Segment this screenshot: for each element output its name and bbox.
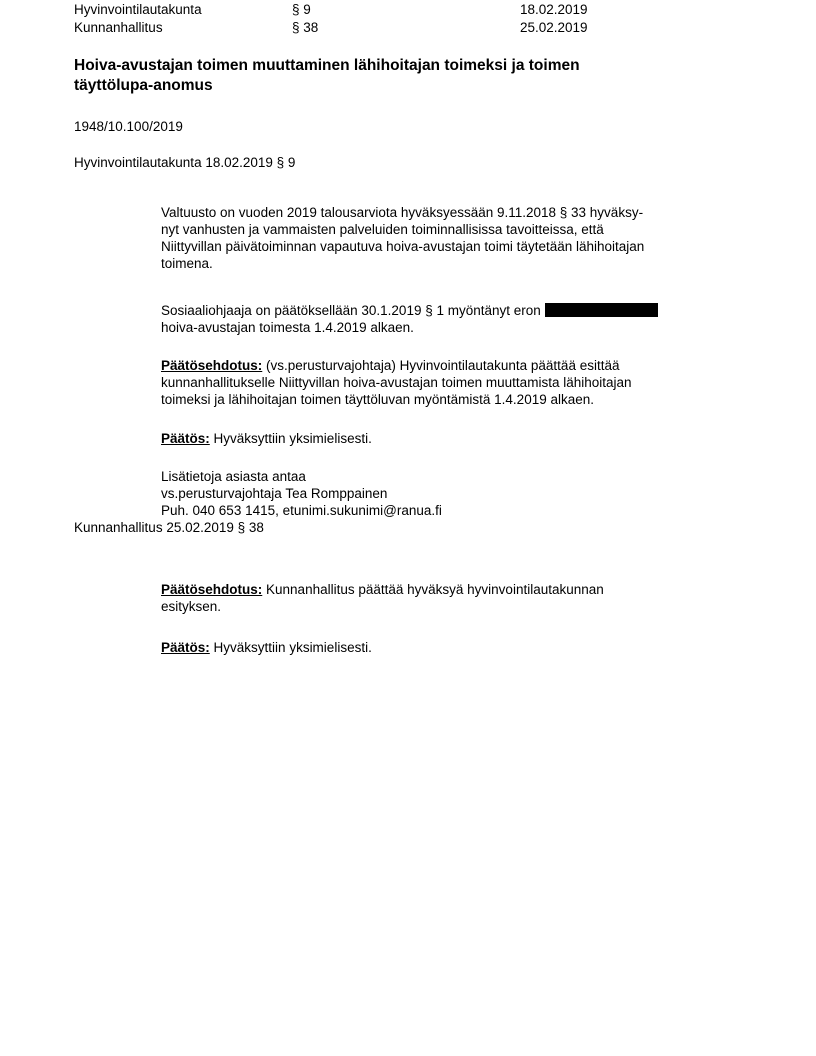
contact-line: vs.perusturvajohtaja Tea Romppainen — [161, 486, 388, 501]
document-title-line: Hoiva-avustajan toimen muuttaminen lähihoitajan toimeksi ja toimen — [74, 57, 580, 74]
proposal-text: esityksen. — [161, 599, 222, 614]
paragraph-line: toimena. — [161, 256, 213, 271]
header-section-number: § 38 — [292, 20, 319, 35]
section1-proposal — [161, 357, 632, 408]
header-date: 25.02.2019 — [520, 20, 588, 35]
decision-label: Päätös: — [161, 640, 210, 655]
contact-line: Lisätietoja asiasta antaa — [161, 469, 306, 484]
proposal-text: kunnanhallitukselle Niittyvillan hoiva-avustajan toimen muuttamista lähihoitajan — [161, 375, 632, 390]
header-body-name: Kunnanhallitus — [74, 20, 163, 35]
section1-paragraph2 — [161, 302, 658, 336]
paragraph-line: hoiva-avustajan toimesta 1.4.2019 alkaen. — [161, 320, 414, 335]
section2-decision — [161, 639, 372, 656]
redaction-bar — [545, 303, 658, 317]
header-table — [74, 1, 588, 37]
decision-text: Hyväksyttiin yksimielisesti. — [213, 640, 372, 655]
decision-text: Hyväksyttiin yksimielisesti. — [213, 431, 372, 446]
decision-label: Päätös: — [161, 431, 210, 446]
paragraph-line: Sosiaaliohjaaja on päätöksellään 30.1.2019 § 1 myöntänyt eron — [161, 303, 541, 318]
contact-info — [161, 468, 442, 519]
document-title-line: täyttölupa-anomus — [74, 77, 213, 94]
paragraph-line: Valtuusto on vuoden 2019 talousarviota hyväksyessään 9.11.2018 § 33 hyväksy- — [161, 205, 644, 220]
proposal-label: Päätösehdotus: — [161, 358, 263, 373]
proposal-text: (vs.perusturvajohtaja) Hyvinvointilautakunta päättää esittää — [266, 358, 620, 373]
proposal-text: Kunnanhallitus päättää hyväksyä hyvinvointilautakunnan — [266, 582, 604, 597]
document-title — [74, 56, 754, 96]
header-body-name: Hyvinvointilautakunta — [74, 2, 202, 17]
section1-heading: Hyvinvointilautakunta 18.02.2019 § 9 — [74, 155, 296, 170]
section1-paragraph1 — [161, 204, 644, 272]
paragraph-line: nyt vanhusten ja vammaisten palveluiden toiminnallisissa tavoitteissa, että — [161, 222, 604, 237]
proposal-text: toimeksi ja lähihoitajan toimen täyttöluvan myöntämistä 1.4.2019 alkaen. — [161, 392, 594, 407]
header-date: 18.02.2019 — [520, 2, 588, 17]
case-number: 1948/10.100/2019 — [74, 119, 183, 134]
section2-heading: Kunnanhallitus 25.02.2019 § 38 — [74, 520, 264, 535]
paragraph-line: Niittyvillan päivätoiminnan vapautuva hoiva-avustajan toimi täytetään lähihoitajan — [161, 239, 645, 254]
proposal-label: Päätösehdotus: — [161, 582, 263, 597]
contact-line: Puh. 040 653 1415, etunimi.sukunimi@ranua.fi — [161, 503, 442, 518]
header-section-number: § 9 — [292, 2, 311, 17]
section1-decision — [161, 430, 372, 447]
section2-proposal — [161, 581, 604, 615]
